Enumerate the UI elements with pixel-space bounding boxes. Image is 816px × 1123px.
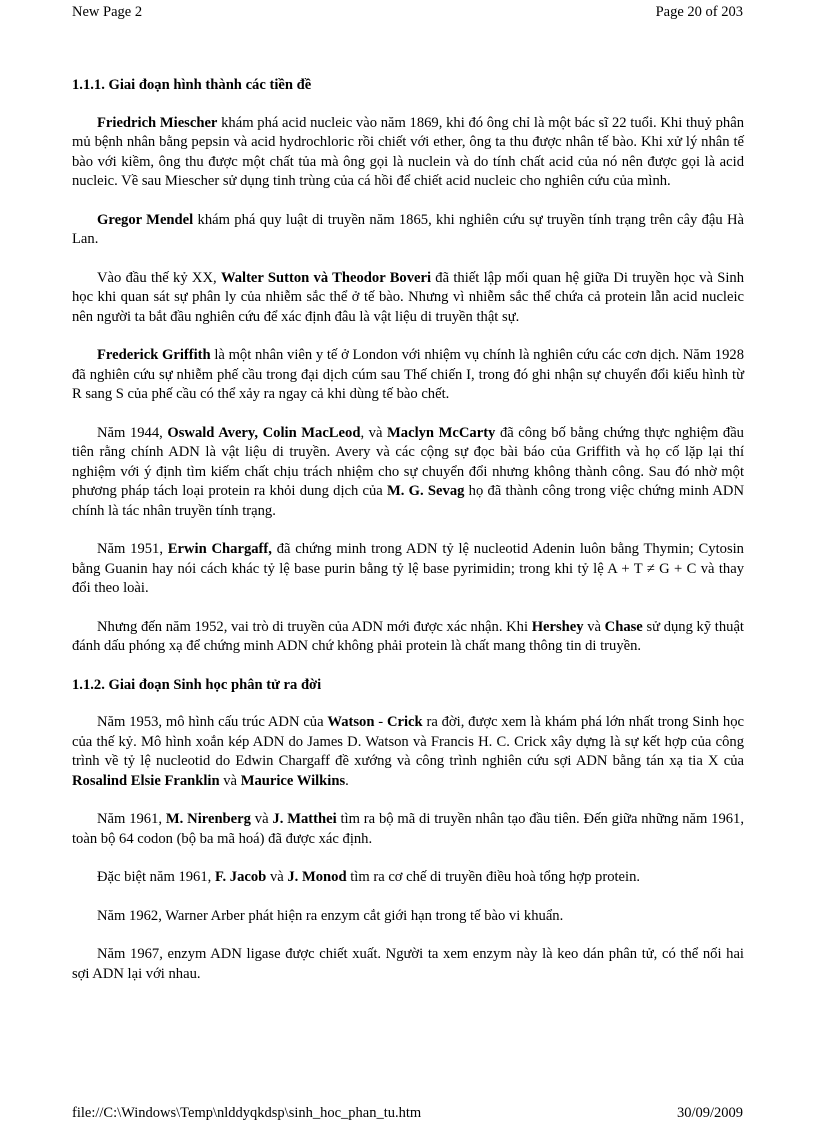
paragraph-chargaff — [72, 540, 744, 599]
paragraph-hershey-chase — [72, 618, 744, 657]
paragraph-text: Năm 1944, — [97, 424, 168, 441]
paragraph-text: Năm 1967, enzym ADN ligase được chiết xuất. Người ta xem enzym này là keo dán phân tử, có thể nối hai sợi ADN lại với nhau. — [72, 946, 744, 982]
paragraph-text: Năm 1962, Warner Arber phát hiện ra enzym cắt giới hạn trong tế bào vi khuẩn. — [97, 907, 564, 924]
bold-name: Walter Sutton và Theodor Boveri — [220, 269, 432, 286]
paragraph-miescher — [72, 114, 744, 192]
paragraph-text: ra đời, được xem là khám phá lớn nhất trong Sinh học của thế kỷ. Mô hình xoắn kép ADN do James D. Watson và Francis H. C. Crick xây dựng là sự kết hợp của công trình về tỷ lệ nucleotid do Edwin Chargaff đề xướng và công trình nghiên cứu sợi ADN bằng tán xạ tia X của — [72, 714, 744, 769]
bold-name: J. Monod — [287, 869, 347, 885]
bold-name: M. G. Sevag — [387, 483, 465, 499]
bold-name: Maclyn McCarty — [387, 424, 496, 441]
paragraph-text: tìm ra cơ chế di truyền điều hoà tổng hợp protein. — [346, 869, 641, 885]
paragraph-text: và — [250, 811, 273, 827]
paragraph-text: đã chứng minh trong ADN tỷ lệ nucleotid Adenin luôn bằng Thymin; Cytosin bằng Guanin hay nói cách khác tỷ lệ base purin bằng tỷ lệ base pyrimidin; trong khi tỷ lệ A + T ≠ G + C và thay đổi theo loài. — [72, 541, 744, 596]
bold-name: Gregor Mendel — [97, 211, 194, 228]
paragraph-arber — [72, 907, 744, 927]
paragraph-text: Vào đầu thế kỷ XX, — [97, 269, 221, 286]
document-body — [72, 76, 744, 1003]
paragraph-ligase — [72, 945, 744, 984]
bold-name: Rosalind Elsie Franklin — [72, 772, 220, 789]
paragraph-text: . — [345, 772, 349, 789]
bold-name: Erwin Chargaff, — [167, 541, 272, 557]
paragraph-text: Năm 1953, mô hình cấu trúc ADN của — [97, 714, 328, 730]
page-footer — [72, 1104, 743, 1122]
bold-name: Hershey — [531, 618, 584, 635]
bold-name: Maurice Wilkins — [240, 772, 346, 789]
paragraph-text: và — [583, 618, 605, 635]
page-indicator: Page 20 of 203 — [655, 4, 743, 20]
paragraph-mendel — [72, 211, 744, 250]
bold-name: Watson — [327, 714, 375, 730]
paragraph-watson-crick — [72, 713, 744, 791]
paragraph-avery — [72, 424, 744, 522]
paragraph-text: và — [266, 869, 288, 885]
paragraph-nirenberg — [72, 810, 744, 849]
paragraph-griffith — [72, 346, 744, 405]
paragraph-text: khám phá acid nucleic vào năm 1869, khi đó ông chỉ là một bác sĩ 22 tuổi. Khi thuỷ phân mủ bệnh nhân bằng pepsin và acid hydrochloric rồi chiết với ether, ông ta thu được nhân tế bào. Khi xử lý nhân tế bào với kiềm, ông thu được một chất tủa mà ông gọi là nuclein và do tính chất acid của nó nên được gọi là acid nucleic. Về sau Miescher sử dụng tinh trùng của cá hồi để chiết acid nucleic cho nghiên cứu của mình. — [72, 114, 744, 189]
paragraph-text: Đặc biệt năm 1961, — [97, 869, 215, 885]
bold-name: F. Jacob — [214, 869, 267, 885]
section-heading-1-1-1: 1.1.1. Giai đoạn hình thành các tiền đề — [72, 77, 312, 93]
paragraph-text: , và — [360, 424, 388, 441]
paragraph-text: đã công bố bằng chứng thực nghiệm đầu tiên rằng chính ADN là vật liệu di truyền. Avery và các cộng sự đọc bài báo của Griffith và họ cố lặp lại thí nghiệm với ý định tìm kiếm chất chịu trách nhiệm cho sự chuyển đổi nhưng không thành công. Sau đó nhờ một phương pháp tách loại protein ra khỏi dung dịch của — [72, 424, 744, 499]
paragraph-text: Năm 1961, — [97, 811, 166, 827]
paragraph-text: sử dụng kỹ thuật đánh dấu phóng xạ để chứng minh ADN chứ không phải protein là chất mang thông tin di truyền. — [72, 618, 744, 654]
paragraph-text: đã thiết lập mối quan hệ giữa Di truyền học và Sinh học khi quan sát sự phân ly của nhiễm sắc thể ở tế bào. Nhưng vì nhiễm sắc thể chứa cả protein lẫn acid nucleic nên người ta bắt đầu nghiên cứu để xác định đâu là vật liệu di truyền thật sự. — [72, 269, 744, 325]
paragraph-text: - — [374, 714, 387, 730]
paragraph-sutton-boveri — [72, 269, 744, 328]
paragraph-text: Nhưng đến năm 1952, vai trò di truyền của ADN mới được xác nhận. Khi — [97, 618, 532, 635]
bold-name: Frederick Griffith — [97, 347, 211, 363]
paragraph-text: họ đã thành công trong việc chứng minh ADN chính là tác nhân truyền tính trạng. — [72, 483, 744, 519]
page-title: New Page 2 — [72, 4, 143, 20]
page-header — [72, 3, 743, 23]
paragraph-text: Năm 1951, — [97, 541, 168, 557]
paragraph-text: và — [219, 772, 241, 789]
section-heading-1-1-2: 1.1.2. Giai đoạn Sinh học phân tử ra đời — [72, 676, 322, 693]
paragraph-text: là một nhân viên y tế ở London với nhiệm vụ chính là nghiên cứu các cơn dịch. Năm 1928 đã nghiên cứu sự nhiễm phế cầu trong đại dịch cúm sau Thế chiến I, trong đó ghi nhận sự chuyển đổi kiểu hình từ R sang S của phế cầu có thể xảy ra ngay cả khi dùng tế bào chết. — [72, 347, 744, 402]
print-date: 30/09/2009 — [676, 1105, 743, 1121]
bold-name: Crick — [386, 714, 423, 730]
bold-name: M. Nirenberg — [165, 811, 251, 827]
bold-name: Oswald Avery, Colin MacLeod — [167, 424, 361, 441]
file-path: file://C:\Windows\Temp\nlddyqkdsp\sinh_hoc_phan_tu.htm — [72, 1105, 422, 1121]
paragraph-text: khám phá quy luật di truyền năm 1865, khi nghiên cứu sự truyền tính trạng trên cây đậu Hà Lan. — [72, 211, 745, 247]
bold-name: Chase — [604, 618, 643, 635]
paragraph-jacob-monod — [72, 868, 744, 888]
bold-name: Friedrich Miescher — [97, 114, 218, 131]
paragraph-text: tìm ra bộ mã di truyền nhân tạo đầu tiên. Đến giữa những năm 1961, toàn bộ 64 codon (bộ ba mã hoá) đã được xác định. — [72, 811, 745, 847]
bold-name: J. Matthei — [272, 811, 337, 827]
